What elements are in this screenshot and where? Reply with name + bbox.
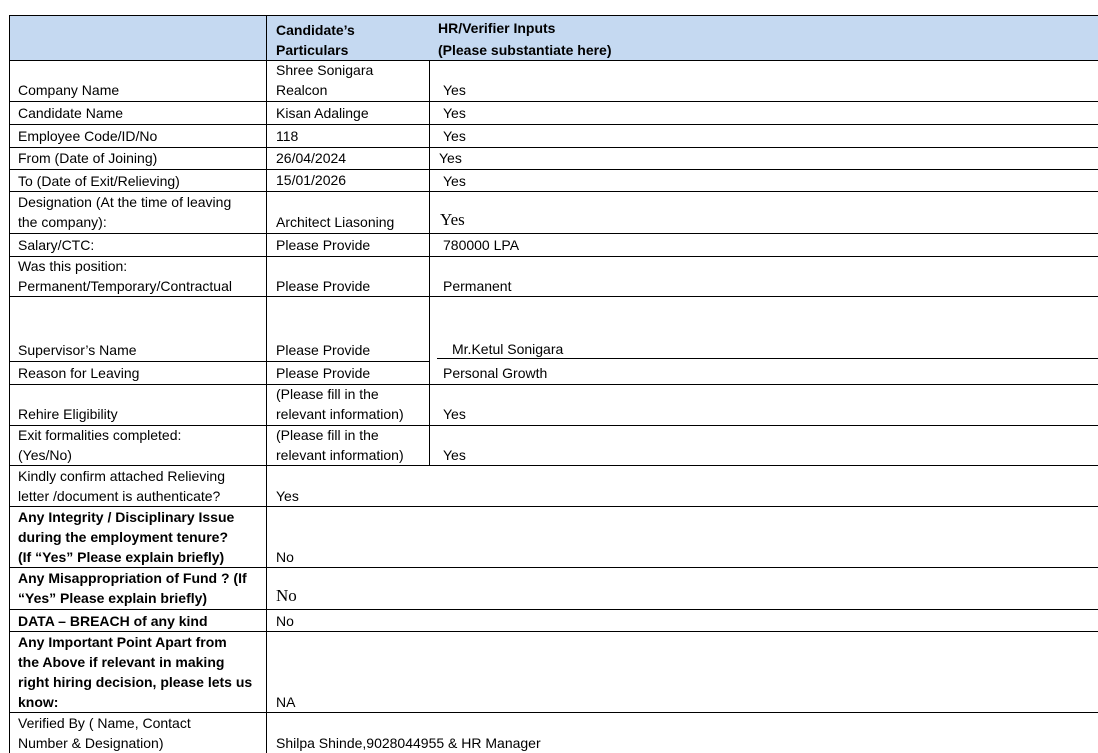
- row-label: Exit formalities completed:: [18, 427, 182, 443]
- candidate-value: 118: [276, 128, 299, 144]
- row-label: Any Integrity / Disciplinary Issue: [18, 509, 235, 525]
- hr-value: 780000 LPA: [443, 237, 520, 253]
- row-label: right hiring decision, please lets us: [18, 674, 253, 690]
- row-label: know:: [18, 694, 59, 710]
- header-particulars-line: Candidate’s: [276, 22, 355, 38]
- grid-line: [9, 256, 1098, 257]
- row-label: To (Date of Exit/Relieving): [18, 173, 180, 189]
- candidate-value: relevant information): [276, 447, 404, 463]
- hr-value: Yes: [443, 447, 466, 463]
- row-label: letter /document is authenticate?: [18, 488, 221, 504]
- row-label: Permanent/Temporary/Contractual: [18, 278, 232, 294]
- grid-line: [9, 233, 1098, 234]
- hr-value: Yes: [439, 150, 462, 166]
- row-label: Supervisor’s Name: [18, 342, 137, 358]
- candidate-value: Architect Liasoning: [276, 214, 395, 230]
- candidate-value: relevant information): [276, 406, 404, 422]
- grid-line: [429, 60, 1098, 61]
- grid-line: [9, 169, 1098, 170]
- answer-value: No: [276, 613, 294, 629]
- candidate-value: 26/04/2024: [276, 150, 347, 166]
- hr-value: Yes: [440, 210, 465, 229]
- header-hr-inputs-line: (Please substantiate here): [438, 42, 612, 58]
- candidate-value: Please Provide: [276, 365, 371, 381]
- hr-value: Mr.Ketul Sonigara: [452, 341, 564, 357]
- row-label: DATA – BREACH of any kind: [18, 613, 208, 629]
- row-label: Company Name: [18, 82, 120, 98]
- grid-line: [429, 60, 430, 466]
- row-label: Rehire Eligibility: [18, 406, 118, 422]
- row-label: Employee Code/ID/No: [18, 128, 158, 144]
- candidate-value: Realcon: [276, 82, 328, 98]
- grid-line: [9, 384, 1098, 385]
- answer-value: No: [276, 549, 294, 565]
- row-label: Designation (At the time of leaving: [18, 194, 232, 210]
- hr-value: Permanent: [443, 278, 512, 294]
- grid-line: [9, 361, 430, 362]
- row-label: Kindly confirm attached Relieving: [18, 468, 225, 484]
- answer-value: No: [276, 586, 297, 605]
- grid-line: [9, 147, 1098, 148]
- row-label: Was this position:: [18, 258, 128, 274]
- hr-value: Yes: [443, 406, 466, 422]
- grid-line: [9, 124, 1098, 125]
- candidate-value: 15/01/2026: [276, 172, 347, 188]
- row-label: Any Misappropriation of Fund ? (If: [18, 570, 247, 586]
- answer-value: Shilpa Shinde,9028044955 & HR Manager: [276, 735, 541, 751]
- candidate-value: Kisan Adalinge: [276, 105, 369, 121]
- candidate-value: Please Provide: [276, 278, 371, 294]
- grid-line: [9, 15, 10, 753]
- row-label: Any Important Point Apart from: [18, 634, 227, 650]
- grid-line: [9, 15, 1098, 16]
- row-label: during the employment tenure?: [18, 529, 229, 545]
- hr-value: Yes: [443, 128, 466, 144]
- grid-line: [9, 101, 1098, 102]
- grid-line: [266, 15, 267, 60]
- answer-value: Yes: [276, 488, 299, 504]
- header-particulars-line: Particulars: [276, 42, 349, 58]
- grid-line: [266, 465, 267, 753]
- row-label: “Yes” Please explain briefly): [18, 590, 208, 606]
- header-hr-inputs-line: HR/Verifier Inputs: [438, 20, 556, 36]
- row-label: Verified By ( Name, Contact: [18, 715, 191, 731]
- row-label: Reason for Leaving: [18, 365, 140, 381]
- grid-line: [9, 609, 1098, 610]
- answer-value: NA: [276, 694, 296, 710]
- candidate-value: Please Provide: [276, 342, 371, 358]
- candidate-value: Shree Sonigara: [276, 62, 374, 78]
- row-label: the Above if relevant in making: [18, 654, 225, 670]
- candidate-value: (Please fill in the: [276, 386, 379, 402]
- row-label: Number & Designation): [18, 735, 164, 751]
- row-label: From (Date of Joining): [18, 150, 158, 166]
- hr-value: Personal Growth: [443, 365, 548, 381]
- hr-value: Yes: [443, 105, 466, 121]
- row-label: (If “Yes” Please explain briefly): [18, 549, 225, 565]
- candidate-value: Please Provide: [276, 237, 371, 253]
- grid-line: [266, 60, 267, 466]
- hr-value: Yes: [443, 82, 466, 98]
- grid-line: [9, 296, 1098, 297]
- row-label: Salary/CTC:: [18, 237, 95, 253]
- row-label: Candidate Name: [18, 105, 124, 121]
- candidate-value: (Please fill in the: [276, 427, 379, 443]
- row-label: the company):: [18, 214, 107, 230]
- hr-value: Yes: [443, 173, 466, 189]
- row-label: (Yes/No): [18, 447, 72, 463]
